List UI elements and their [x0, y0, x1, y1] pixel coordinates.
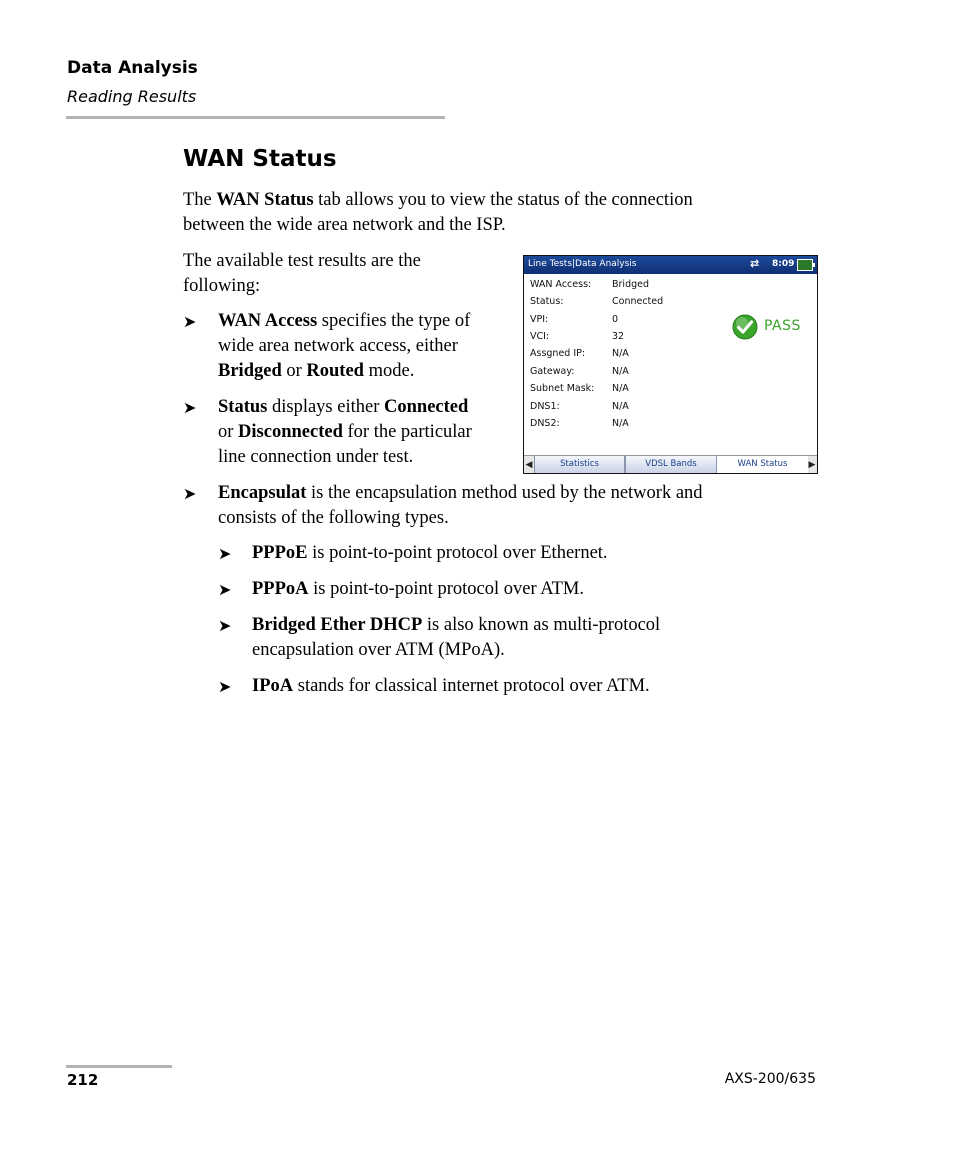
status-line-1	[218, 395, 518, 420]
wan-term: WAN Access	[218, 311, 318, 331]
tab-vdsl-bands[interactable]: VDSL Bands	[625, 456, 717, 473]
wan-routed: Routed	[306, 361, 364, 381]
pppoa-term: PPPoA	[252, 579, 309, 599]
encap-term: Encapsulat	[218, 483, 307, 503]
ipoa-rest: stands for classical internet protocol over ATM.	[293, 676, 650, 696]
tab-statistics[interactable]: Statistics	[534, 456, 625, 473]
device-title: Line Tests|Data Analysis	[528, 259, 637, 269]
row-value-vpi: 0	[612, 314, 619, 325]
bullet-arrow-icon: ➤	[218, 582, 232, 599]
bullet-arrow-icon: ➤	[218, 679, 232, 696]
row-value-status: Connected	[612, 296, 664, 307]
tab-scroll-left-icon[interactable]: ◀	[525, 460, 533, 470]
bridged-line-2: encapsulation over ATM (MPoA).	[252, 640, 505, 660]
pppoa-rest: is point-to-point protocol over ATM.	[308, 579, 584, 599]
status-mid: displays either	[267, 397, 384, 417]
section-heading: WAN Status	[183, 146, 337, 172]
wan-bridged: Bridged	[218, 361, 282, 381]
pppoe-term: PPPoE	[252, 543, 308, 563]
row-label-status: Status:	[530, 296, 564, 307]
page-number: 212	[67, 1071, 99, 1089]
tab-scroll-right-icon[interactable]: ▶	[808, 460, 816, 470]
wan-end: mode.	[363, 361, 415, 381]
status-line-3: line connection under test.	[218, 447, 414, 467]
footer-rule	[66, 1065, 172, 1068]
row-label-gateway: Gateway:	[530, 366, 575, 377]
row-label-subnet-mask: Subnet Mask:	[530, 383, 595, 394]
intro-line-2: between the wide area network and the ISP.	[183, 215, 506, 235]
bridged-term: Bridged Ether DHCP	[252, 615, 423, 635]
row-label-dns1: DNS1:	[530, 401, 560, 412]
intro-lead: The	[183, 190, 217, 210]
status-disconnected: Disconnected	[238, 422, 343, 442]
wan-line-2: wide area network access, either	[218, 336, 458, 356]
status-term: Status	[218, 397, 268, 417]
row-label-dns2: DNS2:	[530, 418, 560, 429]
row-value-vci: 32	[612, 331, 625, 342]
pppoe-rest: is point-to-point protocol over Ethernet.	[307, 543, 608, 563]
bullet-arrow-icon: ➤	[183, 486, 197, 503]
status-line-2	[218, 420, 518, 445]
section-subtitle: Reading Results	[67, 87, 197, 106]
row-label-vpi: VPI:	[530, 314, 549, 325]
intro-line-1	[183, 188, 693, 213]
bridged-line-1	[252, 613, 812, 638]
tab-wan-status[interactable]: WAN Status	[717, 456, 808, 473]
product-model: AXS-200/635	[724, 1071, 816, 1087]
check-circle-icon	[732, 314, 758, 340]
wan-or: or	[281, 361, 307, 381]
wan-rest: specifies the type of	[317, 311, 471, 331]
row-value-dns1: N/A	[612, 401, 629, 412]
bullet-arrow-icon: ➤	[218, 546, 232, 563]
pass-label: PASS	[764, 318, 801, 334]
row-value-assigned-ip: N/A	[612, 348, 629, 359]
status-or: or	[218, 422, 239, 442]
status-rest: for the particular	[342, 422, 472, 442]
row-label-vci: VCI:	[530, 331, 550, 342]
device-clock: 8:09	[772, 259, 795, 269]
device-screenshot	[523, 255, 818, 474]
wan-line-3	[218, 359, 518, 384]
row-label-assigned-ip: Assgned IP:	[530, 348, 586, 359]
header-rule	[66, 116, 445, 119]
device-tab-bar	[524, 455, 817, 474]
bullet-arrow-icon: ➤	[183, 314, 197, 331]
row-value-gateway: N/A	[612, 366, 629, 377]
battery-icon	[797, 259, 813, 271]
chapter-title: Data Analysis	[67, 58, 198, 78]
row-label-wan-access: WAN Access:	[530, 279, 592, 290]
encap-line-2: consists of the following types.	[218, 508, 449, 528]
intro-rest: tab allows you to view the status of the connection	[313, 190, 693, 210]
device-titlebar	[524, 256, 817, 274]
row-value-subnet-mask: N/A	[612, 383, 629, 394]
transfer-arrows-icon: ⇄	[750, 257, 760, 270]
available-line-1: The available test results are the	[183, 251, 421, 271]
status-connected: Connected	[384, 397, 469, 417]
bullet-arrow-icon: ➤	[183, 400, 197, 417]
available-line-2: following:	[183, 276, 261, 296]
encap-line-1	[218, 481, 838, 506]
row-value-wan-access: Bridged	[612, 279, 649, 290]
ipoa-term: IPoA	[252, 676, 294, 696]
bridged-rest: is also known as multi-protocol	[422, 615, 661, 635]
intro-term: WAN Status	[216, 190, 314, 210]
row-value-dns2: N/A	[612, 418, 629, 429]
wan-line-1	[218, 309, 518, 334]
bullet-arrow-icon: ➤	[218, 618, 232, 635]
encap-rest: is the encapsulation method used by the network and	[306, 483, 703, 503]
